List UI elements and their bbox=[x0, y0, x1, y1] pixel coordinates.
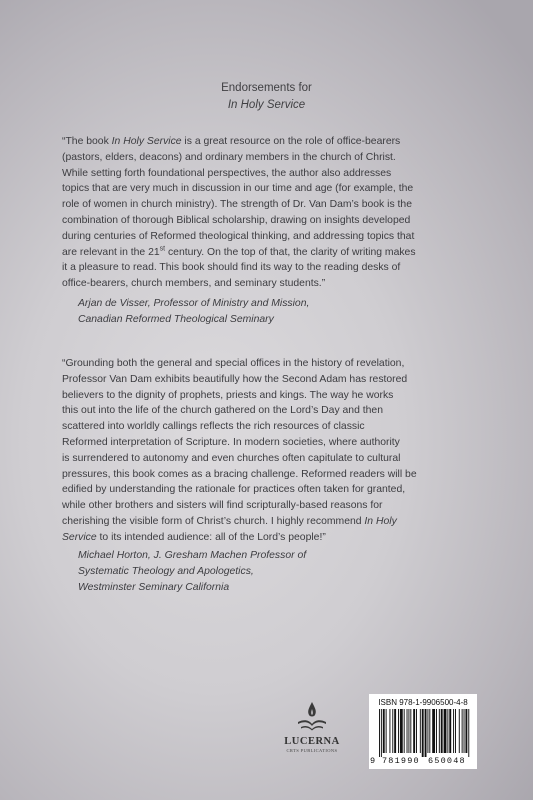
barcode-bar bbox=[422, 709, 424, 757]
barcode-bar bbox=[455, 709, 456, 753]
barcode-bar bbox=[413, 709, 415, 753]
quote-line bbox=[62, 530, 476, 546]
publisher-name: LUCERNA bbox=[284, 736, 340, 747]
lamp-flame-icon bbox=[295, 700, 329, 734]
endorsement-quote-1 bbox=[62, 134, 476, 292]
quote-line bbox=[62, 514, 476, 530]
barcode-bar bbox=[420, 709, 421, 753]
barcode-bar bbox=[429, 709, 430, 753]
barcode-bar bbox=[389, 709, 390, 753]
quote-line: scattered into worldly callings reflects the rich resources of classic bbox=[62, 421, 365, 433]
barcode-bar bbox=[379, 709, 380, 757]
heading-line: Endorsements for bbox=[221, 82, 312, 94]
quote-line: topics that are very much in discussion in our time and age (for example, the bbox=[62, 183, 414, 195]
barcode-bar bbox=[386, 709, 387, 753]
barcode-bar bbox=[462, 709, 463, 753]
barcode-bar bbox=[436, 709, 437, 753]
barcode-bar bbox=[394, 709, 396, 753]
quote-line: during centuries of Reformed theological thinking, and addressing topics that bbox=[62, 230, 415, 242]
quote-line: this out into the life of the church gathered on the Lord’s Day and then bbox=[62, 405, 383, 417]
quote-line: office-bearers, church members, and seminary students.” bbox=[62, 278, 326, 290]
heading-book-title: In Holy Service bbox=[227, 99, 306, 111]
barcode-bar bbox=[441, 709, 443, 753]
isbn-barcode bbox=[369, 694, 477, 769]
barcode-bar bbox=[465, 709, 467, 753]
quote-line: (pastors, elders, deacons) and ordinary members in the church of Christ. bbox=[62, 151, 396, 163]
quote-line: Professor Van Dam exhibits beautifully how the Second Adam has restored bbox=[62, 373, 408, 385]
barcode-bar bbox=[410, 709, 411, 753]
publisher-subtitle: CRTS PUBLICATIONS bbox=[286, 748, 338, 753]
endorsement-attribution-2 bbox=[78, 548, 478, 596]
quote-book-title: In Holy Service bbox=[111, 136, 182, 147]
isbn-label: ISBN 978-1-9906500-4-8 bbox=[378, 698, 468, 707]
barcode-bar bbox=[404, 709, 405, 753]
quote-line: believers to the dignity of prophets, priests and kings. The way he works bbox=[62, 389, 394, 401]
quote-line: role of women in church ministry). The strength of Dr. Van Dam’s book is the bbox=[62, 199, 412, 211]
barcode-bar bbox=[447, 709, 448, 753]
quote-book-title: Service bbox=[62, 531, 97, 543]
quote-line: pressures, this book comes as a bracing challenge. Reformed readers will be bbox=[62, 468, 417, 480]
quote-line bbox=[62, 134, 476, 150]
quote-line: edified by understanding the rationale for practices often taken for granted, bbox=[62, 484, 406, 496]
endorsement-quote-2 bbox=[62, 356, 476, 546]
barcode-bars bbox=[377, 709, 471, 757]
barcode-digits-right: 650048 bbox=[428, 756, 466, 766]
quote-book-title: In Holy bbox=[364, 515, 397, 527]
quote-text: “The book bbox=[62, 136, 112, 147]
barcode-bar bbox=[408, 709, 409, 753]
barcode-digits-left: 781990 bbox=[382, 756, 420, 766]
quote-line: while other brothers and sisters will find scripturally-based reasons for bbox=[62, 500, 383, 512]
ordinal-suffix: st bbox=[159, 245, 166, 253]
quote-line: Reformed interpretation of Scripture. In modern societies, where authority bbox=[62, 436, 400, 448]
attribution-line: Systematic Theology and Apologetics, bbox=[78, 566, 254, 577]
quote-text: are relevant in the 21 bbox=[62, 246, 160, 258]
quote-text: to its intended audience: all of the Lord’s people!” bbox=[96, 531, 326, 543]
publisher-logo bbox=[282, 700, 342, 753]
attribution-line: Michael Horton, J. Gresham Machen Professor of bbox=[78, 550, 307, 561]
barcode-bar bbox=[392, 709, 393, 753]
barcode-bar bbox=[407, 709, 408, 753]
attribution-line: Westminster Seminary California bbox=[78, 582, 230, 593]
quote-text: century. On the top of that, the clarity of writing makes bbox=[165, 246, 416, 258]
barcode-bar bbox=[383, 709, 385, 753]
barcode-bar bbox=[468, 709, 469, 757]
barcode-bar bbox=[425, 709, 427, 757]
barcode-bar bbox=[432, 709, 435, 753]
barcode-bar bbox=[464, 709, 465, 753]
barcode-bar bbox=[444, 709, 447, 753]
endorsements-heading bbox=[0, 80, 533, 114]
barcode-digit-first: 9 bbox=[370, 756, 376, 766]
quote-line: is surrendered to autonomy and even churches often capitulate to cultural bbox=[62, 452, 401, 464]
barcode-bar bbox=[416, 709, 417, 753]
barcode-bar bbox=[449, 709, 451, 753]
quote-text: cherishing the visible form of Christ’s church. I highly recommend bbox=[62, 515, 365, 527]
barcode-bar bbox=[453, 709, 454, 753]
endorsement-attribution-1 bbox=[78, 296, 478, 328]
attribution-line: Canadian Reformed Theological Seminary bbox=[78, 314, 274, 325]
quote-text: is a great resource on the role of office-bearers bbox=[181, 136, 401, 147]
quote-line bbox=[62, 245, 476, 261]
quote-line: While setting forth foundational perspectives, the author also addresses bbox=[62, 167, 392, 179]
quote-line: combination of thorough Biblical scholarship, drawing on insights developed bbox=[62, 214, 411, 226]
quote-line: it a pleasure to read. This book should find its way to the reading desks of bbox=[62, 262, 401, 274]
barcode-bar bbox=[400, 709, 403, 753]
barcode-bar bbox=[398, 709, 399, 753]
quote-line: “Grounding both the general and special offices in the history of revelation, bbox=[62, 358, 405, 369]
barcode-bar bbox=[427, 709, 428, 753]
attribution-line: Arjan de Visser, Professor of Ministry and Mission, bbox=[78, 298, 310, 309]
barcode-bar bbox=[439, 709, 440, 753]
barcode-bar bbox=[381, 709, 382, 757]
barcode-bar bbox=[459, 709, 460, 753]
